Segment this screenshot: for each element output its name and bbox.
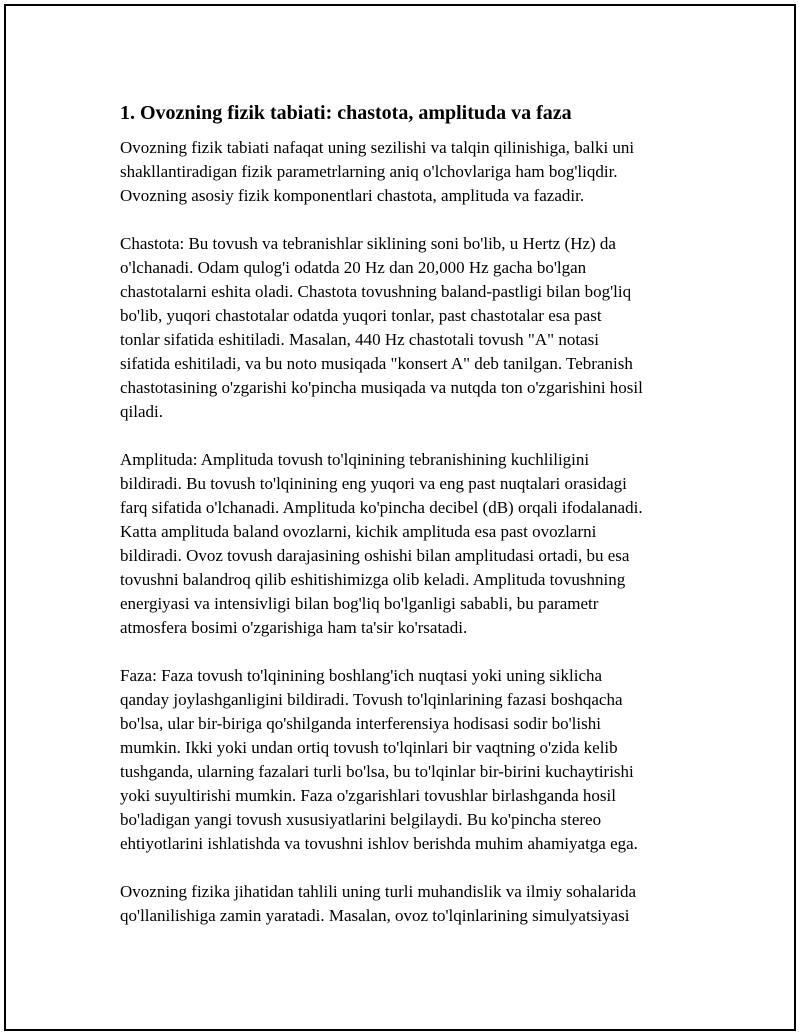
text-line: Katta amplituda baland ovozlarni, kichik amplituda esa past ovozlarni [120, 522, 597, 541]
text-line: Ovozning fizik tabiati nafaqat uning sezilishi va talqin qilinishiga, balki uni [120, 138, 635, 157]
text-line: tushganda, ularning fazalari turli bo'lsa, bu to'lqinlar bir-birini kuchaytirishi [120, 762, 634, 781]
text-line: energiyasi va intensivligi bilan bog'liq bo'lganligi sababli, bu parametr [120, 594, 599, 613]
text-line: tovushni balandroq qilib eshitishimizga olib keladi. Amplituda tovushning [120, 570, 626, 589]
text-line: Ovozning asosiy fizik komponentlari chastota, amplituda va fazadir. [120, 186, 585, 205]
text-line: chastotalarni eshita oladi. Chastota tovushning baland-pastligi bilan bog'liq [120, 282, 632, 301]
text-line: tonlar sifatida eshitiladi. Masalan, 440 Hz chastotali tovush "A" notasi [120, 330, 599, 349]
text-line: bildiradi. Bu tovush to'lqinining eng yuqori va eng past nuqtalari orasidagi [120, 474, 627, 493]
text-line: Faza: Faza tovush to'lqinining boshlang'ich nuqtasi yoki uning siklicha [120, 666, 603, 685]
document-body [120, 100, 710, 952]
text-line: o'lchanadi. Odam qulog'i odatda 20 Hz dan 20,000 Hz gacha bo'lgan [120, 258, 587, 277]
text-line: yoki suyultirishi mumkin. Faza o'zgarishlari tovushlar birlashganda hosil [120, 786, 616, 805]
text-line: Amplituda: Amplituda tovush to'lqinining tebranishining kuchliligini [120, 450, 590, 469]
text-line: mumkin. Ikki yoki undan ortiq tovush to'lqinlari bir vaqtning o'zida kelib [120, 738, 618, 757]
text-line: qiladi. [120, 402, 163, 421]
text-line: bo'ladigan yangi tovush xususiyatlarini belgilaydi. Bu ko'pincha stereo [120, 810, 602, 829]
paragraph-chastota [120, 232, 710, 424]
text-line: bildiradi. Ovoz tovush darajasining oshishi bilan amplitudasi ortadi, bu esa [120, 546, 630, 565]
text-line: farq sifatida o'lchanadi. Amplituda ko'pincha decibel (dB) orqali ifodalanadi. [120, 498, 643, 517]
text-line: qo'llanilishiga zamin yaratadi. Masalan, ovoz to'lqinlarining simulyatsiyasi [120, 906, 630, 925]
paragraph-faza [120, 664, 710, 856]
text-line: sifatida eshitiladi, va bu noto musiqada "konsert A" deb tanilgan. Tebranish [120, 354, 633, 373]
text-line: qanday joylashganligini bildiradi. Tovush to'lqinlarining fazasi boshqacha [120, 690, 623, 709]
text-line: Chastota: Bu tovush va tebranishlar siklining soni bo'lib, u Hertz (Hz) da [120, 234, 616, 253]
paragraph-amplituda [120, 448, 710, 640]
document-page [4, 4, 796, 1031]
text-line: bo'lsa, ular bir-biriga qo'shilganda interferensiya hodisasi sodir bo'lishi [120, 714, 601, 733]
text-line: atmosfera bosimi o'zgarishiga ham ta'sir ko'rsatadi. [120, 618, 468, 637]
paragraph-intro [120, 136, 710, 208]
text-line: chastotasining o'zgarishi ko'pincha musiqada va nutqda ton o'zgarishini hosil [120, 378, 643, 397]
text-line: shakllantiradigan fizik parametrlarning aniq o'lchovlariga ham bog'liqdir. [120, 162, 618, 181]
text-line: Ovozning fizika jihatidan tahlili uning turli muhandislik va ilmiy sohalarida [120, 882, 637, 901]
text-line: bo'lib, yuqori chastotalar odatda yuqori tonlar, past chastotalar esa past [120, 306, 602, 325]
paragraph-conclusion [120, 880, 710, 928]
text-line: ehtiyotlarini ishlatishda va tovushni ishlov berishda muhim ahamiyatga ega. [120, 834, 638, 853]
section-heading: 1. Ovozning fizik tabiati: chastota, amplituda va faza [120, 102, 572, 124]
